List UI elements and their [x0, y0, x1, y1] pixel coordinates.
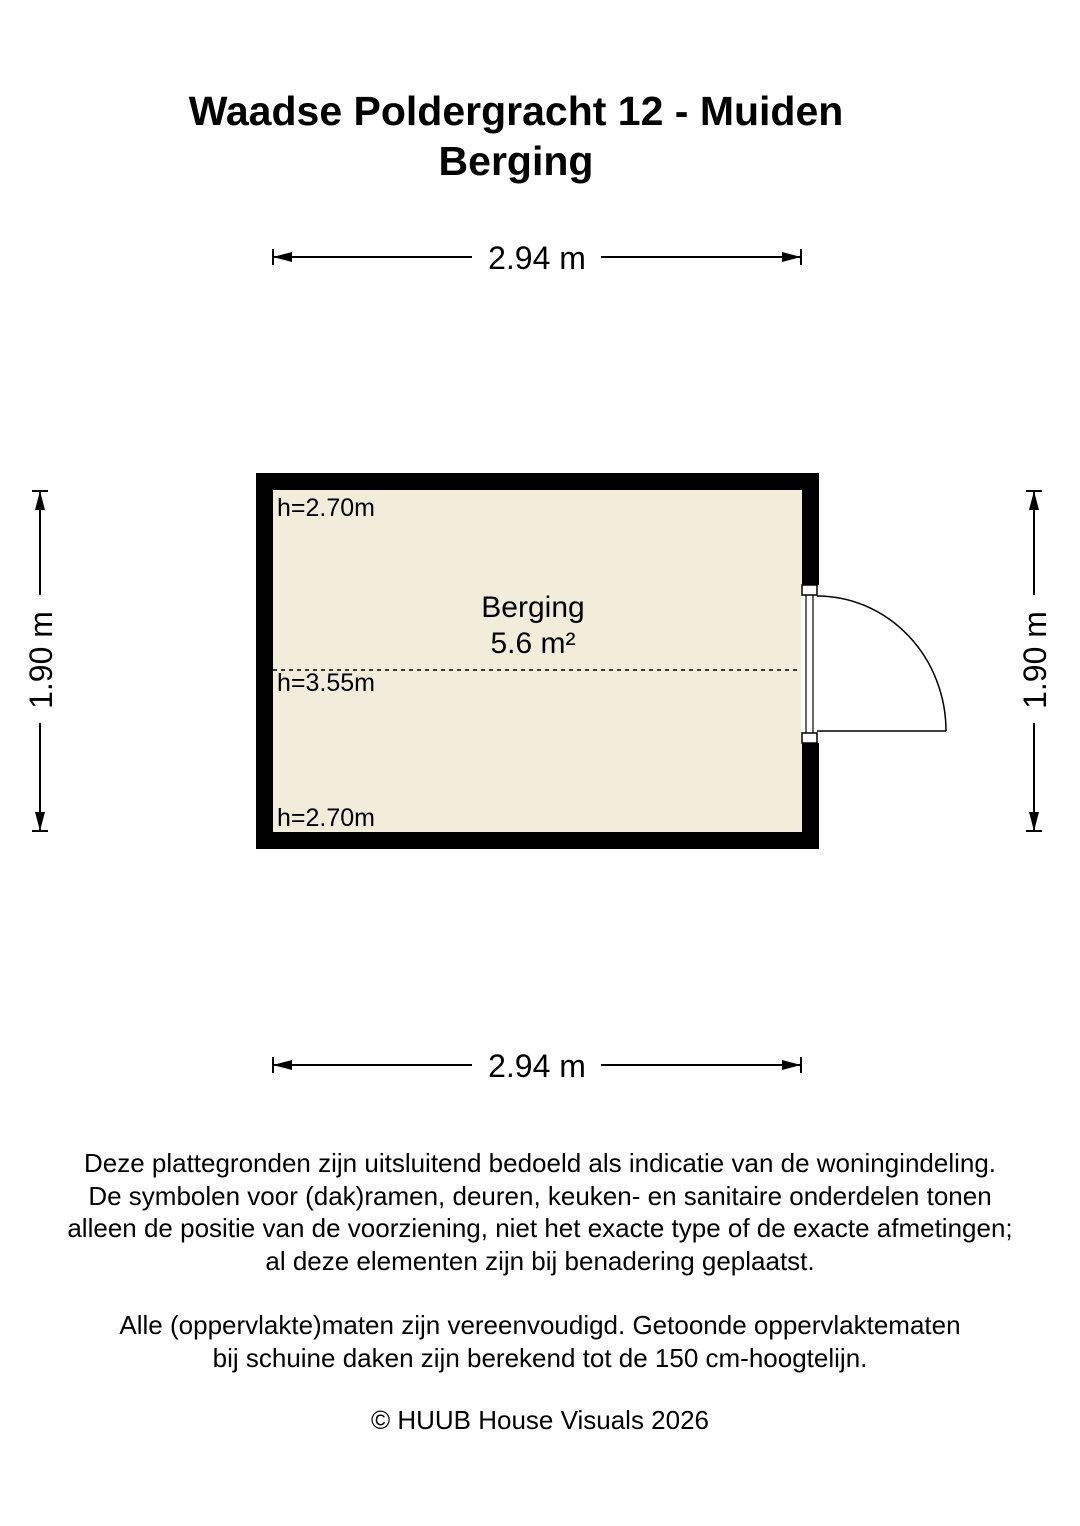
arrow-right-icon [782, 252, 801, 262]
right-height-dimension [1017, 491, 1053, 831]
note-line: Alle (oppervlakte)maten zijn vereenvoudigd. Getoonde oppervlaktematen [119, 1310, 961, 1340]
disclaimer-line: al deze elementen zijn bij benadering geplaatst. [265, 1245, 815, 1276]
height-label-top: h=2.70m [277, 494, 375, 522]
arrow-down-icon [1029, 812, 1039, 831]
floorplan-subtitle: Berging [438, 138, 594, 184]
arrow-down-icon [35, 812, 45, 831]
room-area: 5.6 m² [490, 627, 576, 660]
disclaimer-line: De symbolen voor (dak)ramen, deuren, keuken- en sanitaire onderdelen tonen [88, 1180, 992, 1211]
copyright-notice: © HUUB House Visuals 2026 [370, 1405, 710, 1435]
arrow-right-icon [782, 1060, 801, 1070]
room-berging [256, 473, 946, 849]
bottom-width-label: 2.94 m [488, 1048, 586, 1084]
right-height-label: 1.90 m [1017, 611, 1053, 709]
door-swing-icon [817, 596, 946, 731]
disclaimer-line: Deze plattegronden zijn uitsluitend bedoeld als indicatie van de woningindeling. [83, 1148, 997, 1178]
height-label-middle: h=3.55m [277, 669, 375, 697]
arrow-up-icon [35, 491, 45, 510]
arrow-left-icon [273, 252, 292, 262]
left-height-dimension [23, 491, 59, 831]
room-name: Berging [481, 591, 585, 624]
arrow-up-icon [1029, 491, 1039, 510]
floorplan-title: Waadse Poldergracht 12 - Muiden [188, 88, 844, 134]
left-height-label: 1.90 m [23, 611, 59, 709]
top-width-dimension [273, 240, 801, 276]
room-floor [273, 490, 802, 832]
height-label-bottom: h=2.70m [277, 804, 375, 832]
top-width-label: 2.94 m [488, 240, 586, 276]
arrow-left-icon [273, 1060, 292, 1070]
measurement-note [0, 1309, 1080, 1374]
door-opening [801, 585, 820, 743]
disclaimer-text [0, 1147, 1080, 1277]
bottom-width-dimension [273, 1048, 801, 1084]
disclaimer-line: alleen de positie van de voorziening, niet het exacte type of de exacte afmetingen; [67, 1213, 1013, 1243]
note-line: bij schuine daken zijn berekend tot de 150 cm-hoogtelijn. [212, 1342, 868, 1373]
